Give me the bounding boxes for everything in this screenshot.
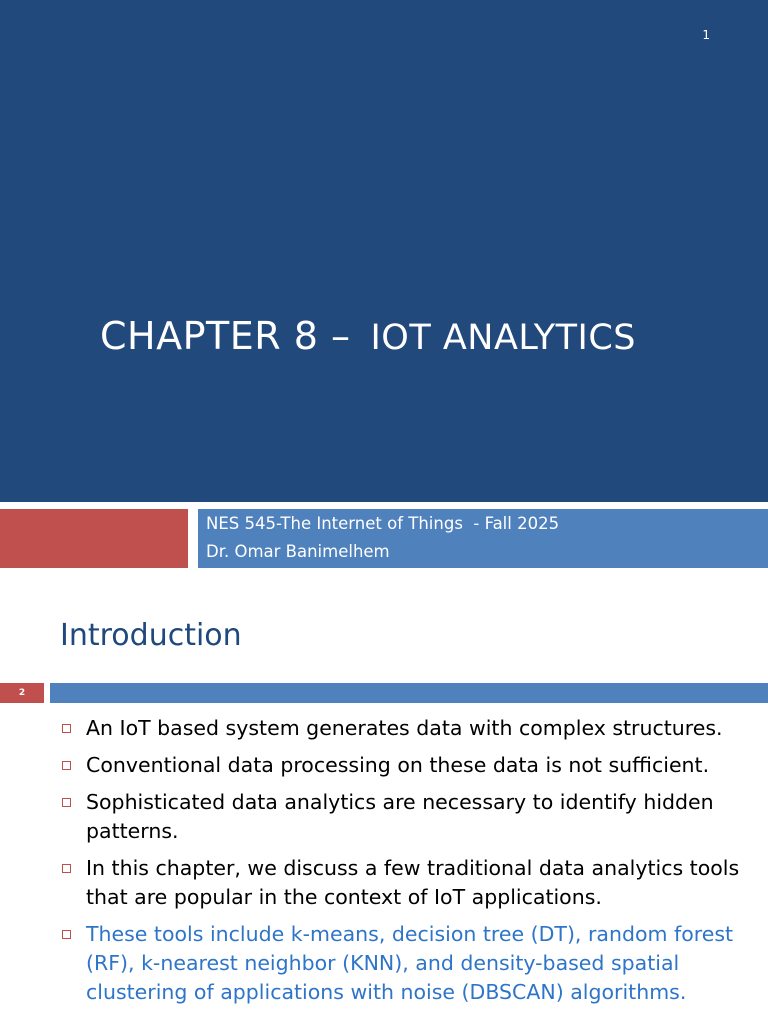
bullet-text: Sophisticated data analytics are necessary to identify hidden patterns. [86, 790, 714, 843]
bullet-item [60, 751, 750, 780]
bullet-item [60, 714, 750, 743]
bullet-list [60, 714, 750, 1015]
chapter-title [100, 314, 636, 358]
bullet-text: These tools include k-means, decision tree (DT), random forest (RF), k-nearest neighbor (KNN), and density-based spatial clustering of applications with noise (DBSCAN) algorithms. [86, 922, 734, 1004]
bullet-item [60, 788, 750, 846]
slide-heading: Introduction [60, 618, 242, 653]
red-accent-bar [0, 509, 188, 568]
instructor-line: Dr. Omar Banimelhem [206, 542, 390, 561]
title-background [0, 0, 768, 502]
square-bullet-icon [62, 798, 71, 807]
bullet-text: In this chapter, we discuss a few traditional data analytics tools that are popular in the context of IoT applications. [86, 856, 740, 909]
square-bullet-icon [62, 724, 71, 733]
bullet-item-highlighted [60, 920, 750, 1007]
course-info [206, 510, 559, 566]
course-line: NES 545-The Internet of Things - Fall 2025 [206, 514, 560, 533]
introduction-slide [0, 578, 768, 1024]
chapter-title-sub: IOT ANALYTICS [370, 318, 637, 358]
slide-number: 1 [702, 28, 710, 42]
square-bullet-icon [62, 930, 71, 939]
chapter-title-main: CHAPTER 8 – [100, 314, 351, 358]
slide-number: 2 [0, 683, 44, 703]
bullet-text: An IoT based system generates data with complex structures. [86, 716, 723, 740]
heading-rule-bar [50, 683, 768, 703]
bullet-text: Conventional data processing on these data is not sufficient. [86, 753, 710, 777]
bullet-item [60, 854, 750, 912]
square-bullet-icon [62, 864, 71, 873]
square-bullet-icon [62, 761, 71, 770]
